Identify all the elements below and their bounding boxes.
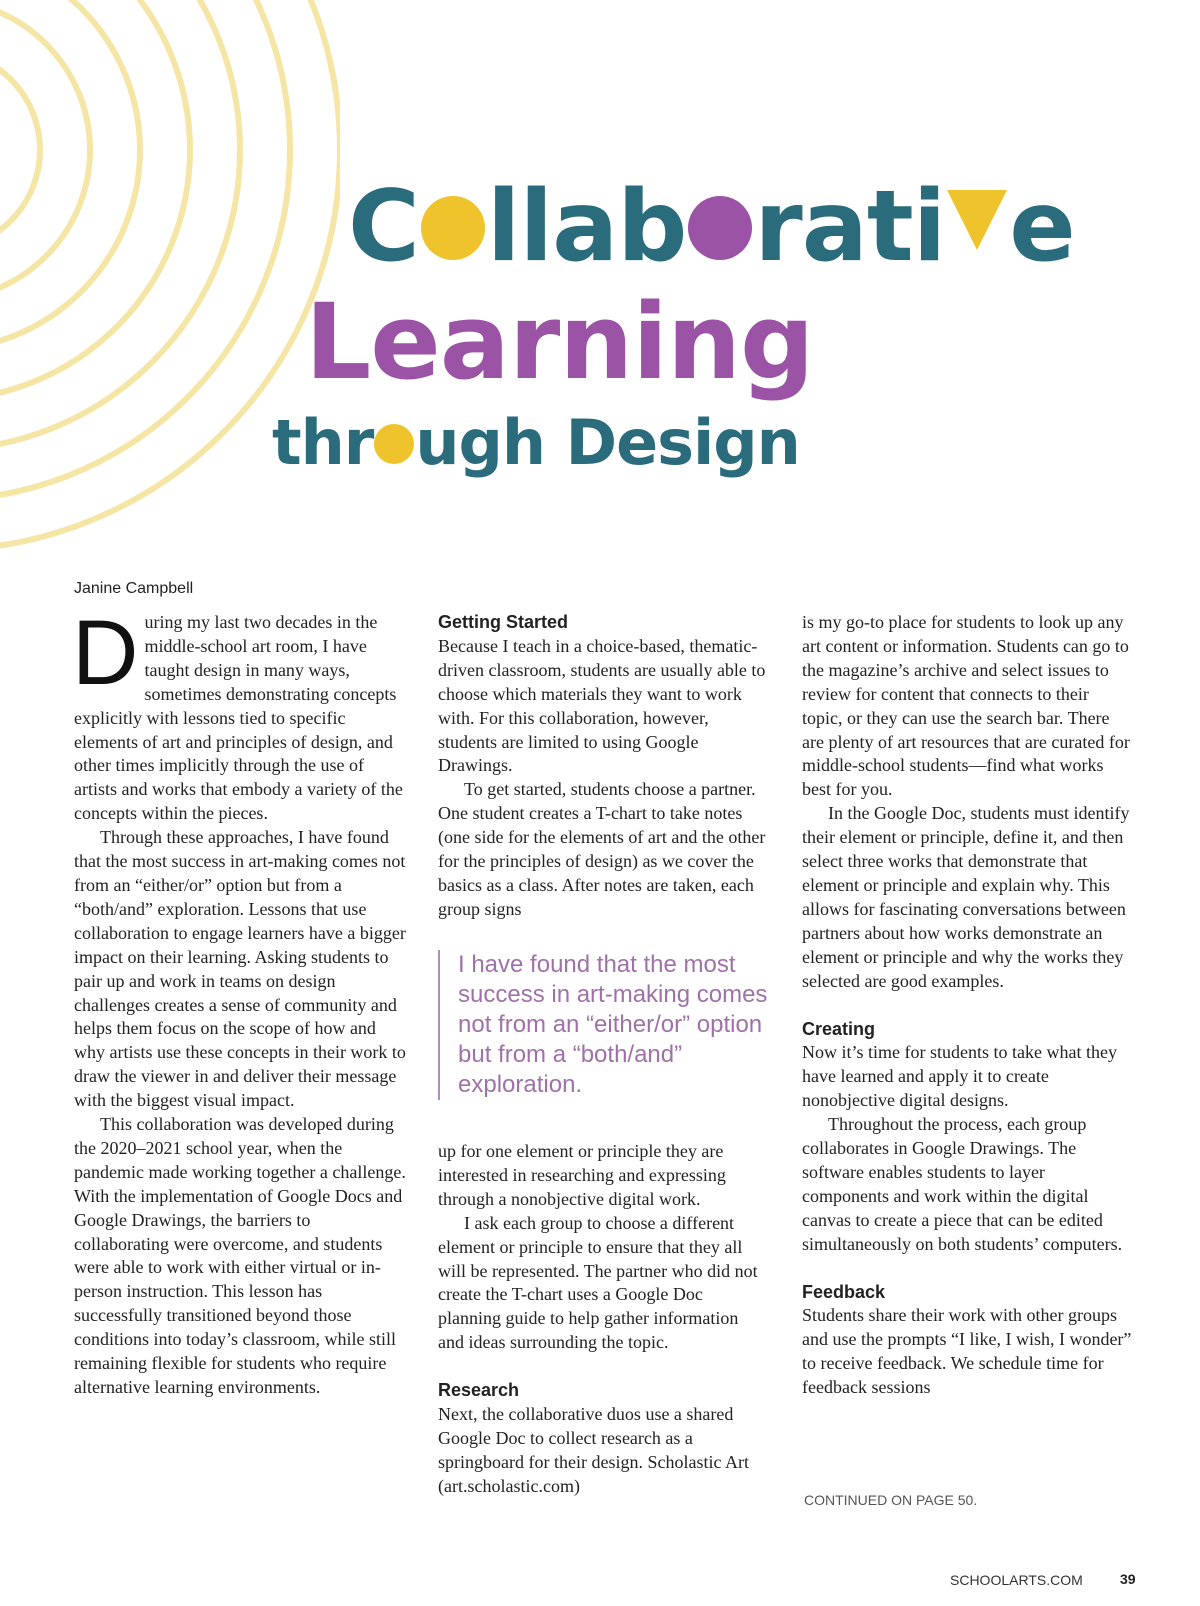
section-heading: Feedback	[802, 1281, 886, 1302]
paragraph: I ask each group to choose a different element or principle to ensure that they all will be represented. The partner who did not create the T-chart uses a Google Doc planning guide to help gather information and ideas surrounding the topic.	[438, 1212, 758, 1353]
decorative-arcs	[0, 0, 340, 600]
title-line-collaborative: C llab rati e	[348, 170, 1075, 284]
paragraph: In the Google Doc, students must identify their element or principle, define it, and then select three works that demonstrate that element or principle and explain why. This allows for fascinating conversations between partners about how works demonstrate an element or principle and why the works they selected are good examples.	[802, 803, 1130, 991]
section-heading: Research	[438, 1380, 520, 1401]
paragraph: Through these approaches, I have found that the most success in art-making comes not from an “either/or” option but from a “both/and” exploration. Lessons that use collaboration to engage learners have a bigger impact on their learning. Asking students to pair up and work in teams on design challenges creates a sense of community and helps them focus on the scope of how and why artists use these concepts in their work to draw the viewer in and deliver their message with the biggest visual impact.	[74, 827, 406, 1111]
paragraph: Next, the collaborative duos use a shared Google Doc to collect research as a springboard for their design. Scholastic Art (art.scholastic.com)	[438, 1404, 749, 1496]
paragraph: is my go-to place for students to look up any art content or information. Students can go to the magazine’s archive and select issues to review for content that connects to their topic, or they can use the search bar. There are plenty of art resources that are curated for middle-school students—find what works best for you.	[802, 612, 1130, 800]
article-column-1	[72, 602, 409, 1400]
purple-circle-icon	[688, 196, 752, 260]
title-line-through-design: thr ugh Design	[272, 406, 800, 479]
paragraph: Now it’s time for students to take what they have learned and apply it to create nonobjective digital designs.	[802, 1042, 1117, 1111]
paragraph: Throughout the process, each group collaborates in Google Drawings. The software enables students to layer components and work within the digital canvas to create a piece that can be edited simultaneously on both students’ computers.	[802, 1114, 1123, 1254]
paragraph: This collaboration was developed during the 2020–2021 school year, when the pandemic made working together a challenge. With the implementation of Google Docs and Google Drawings, the barriers to collaborating were overcome, and students were able to work with either virtual or in-person instruction. This lesson has successfully transitioned beyond those conditions into today’s classroom, while still remaining flexible for students who require alternative learning environments.	[74, 1114, 406, 1397]
title-line-learning: Learning	[305, 281, 814, 403]
article-column-3	[802, 611, 1132, 1400]
pull-quote: I have found that the most success in art-making comes not from an “either/or” option but from a “both/and” exploration.	[438, 950, 778, 1100]
yellow-triangle-icon	[947, 190, 1007, 250]
yellow-circle-icon	[421, 196, 485, 260]
paragraph: Because I teach in a choice-based, thematic-driven classroom, students are usually able to choose which materials they want to work with. For this collaboration, however, students are limited to using Google Drawings.	[438, 635, 766, 776]
section-heading: Creating	[802, 1018, 876, 1039]
footer-site-name: SCHOOLARTS.COM	[950, 1572, 1083, 1588]
continued-note: CONTINUED ON PAGE 50.	[804, 1492, 978, 1508]
paragraph: up for one element or principle they are interested in researching and expressing through a nonobjective digital work.	[438, 1141, 726, 1209]
paragraph: uring my last two decades in the middle-school art room, I have taught design in many ways, sometimes demonstrating concepts explicitly with lessons tied to specific elements of art and principles of design, and other times implicitly through the use of artists and works that embody a variety of the concepts within the pieces.	[74, 612, 403, 824]
paragraph: Students share their work with other groups and use the prompts “I like, I wish, I wonder” to receive feedback. We schedule time for feedback sessions	[802, 1305, 1132, 1398]
page-number: 39	[1120, 1571, 1136, 1587]
article-column-2-top	[438, 611, 768, 922]
yellow-circle-icon	[374, 424, 414, 464]
drop-cap: D	[72, 602, 139, 704]
paragraph: To get started, students choose a partner. One student creates a T-chart to take notes (one side for the elements of art and the other for the principles of design) as we cover the basics as a class. After notes are taken, each group signs	[438, 779, 766, 919]
author-byline: Janine Campbell	[74, 580, 194, 597]
section-heading: Getting Started	[438, 612, 569, 632]
article-column-2-bottom	[438, 1140, 768, 1499]
